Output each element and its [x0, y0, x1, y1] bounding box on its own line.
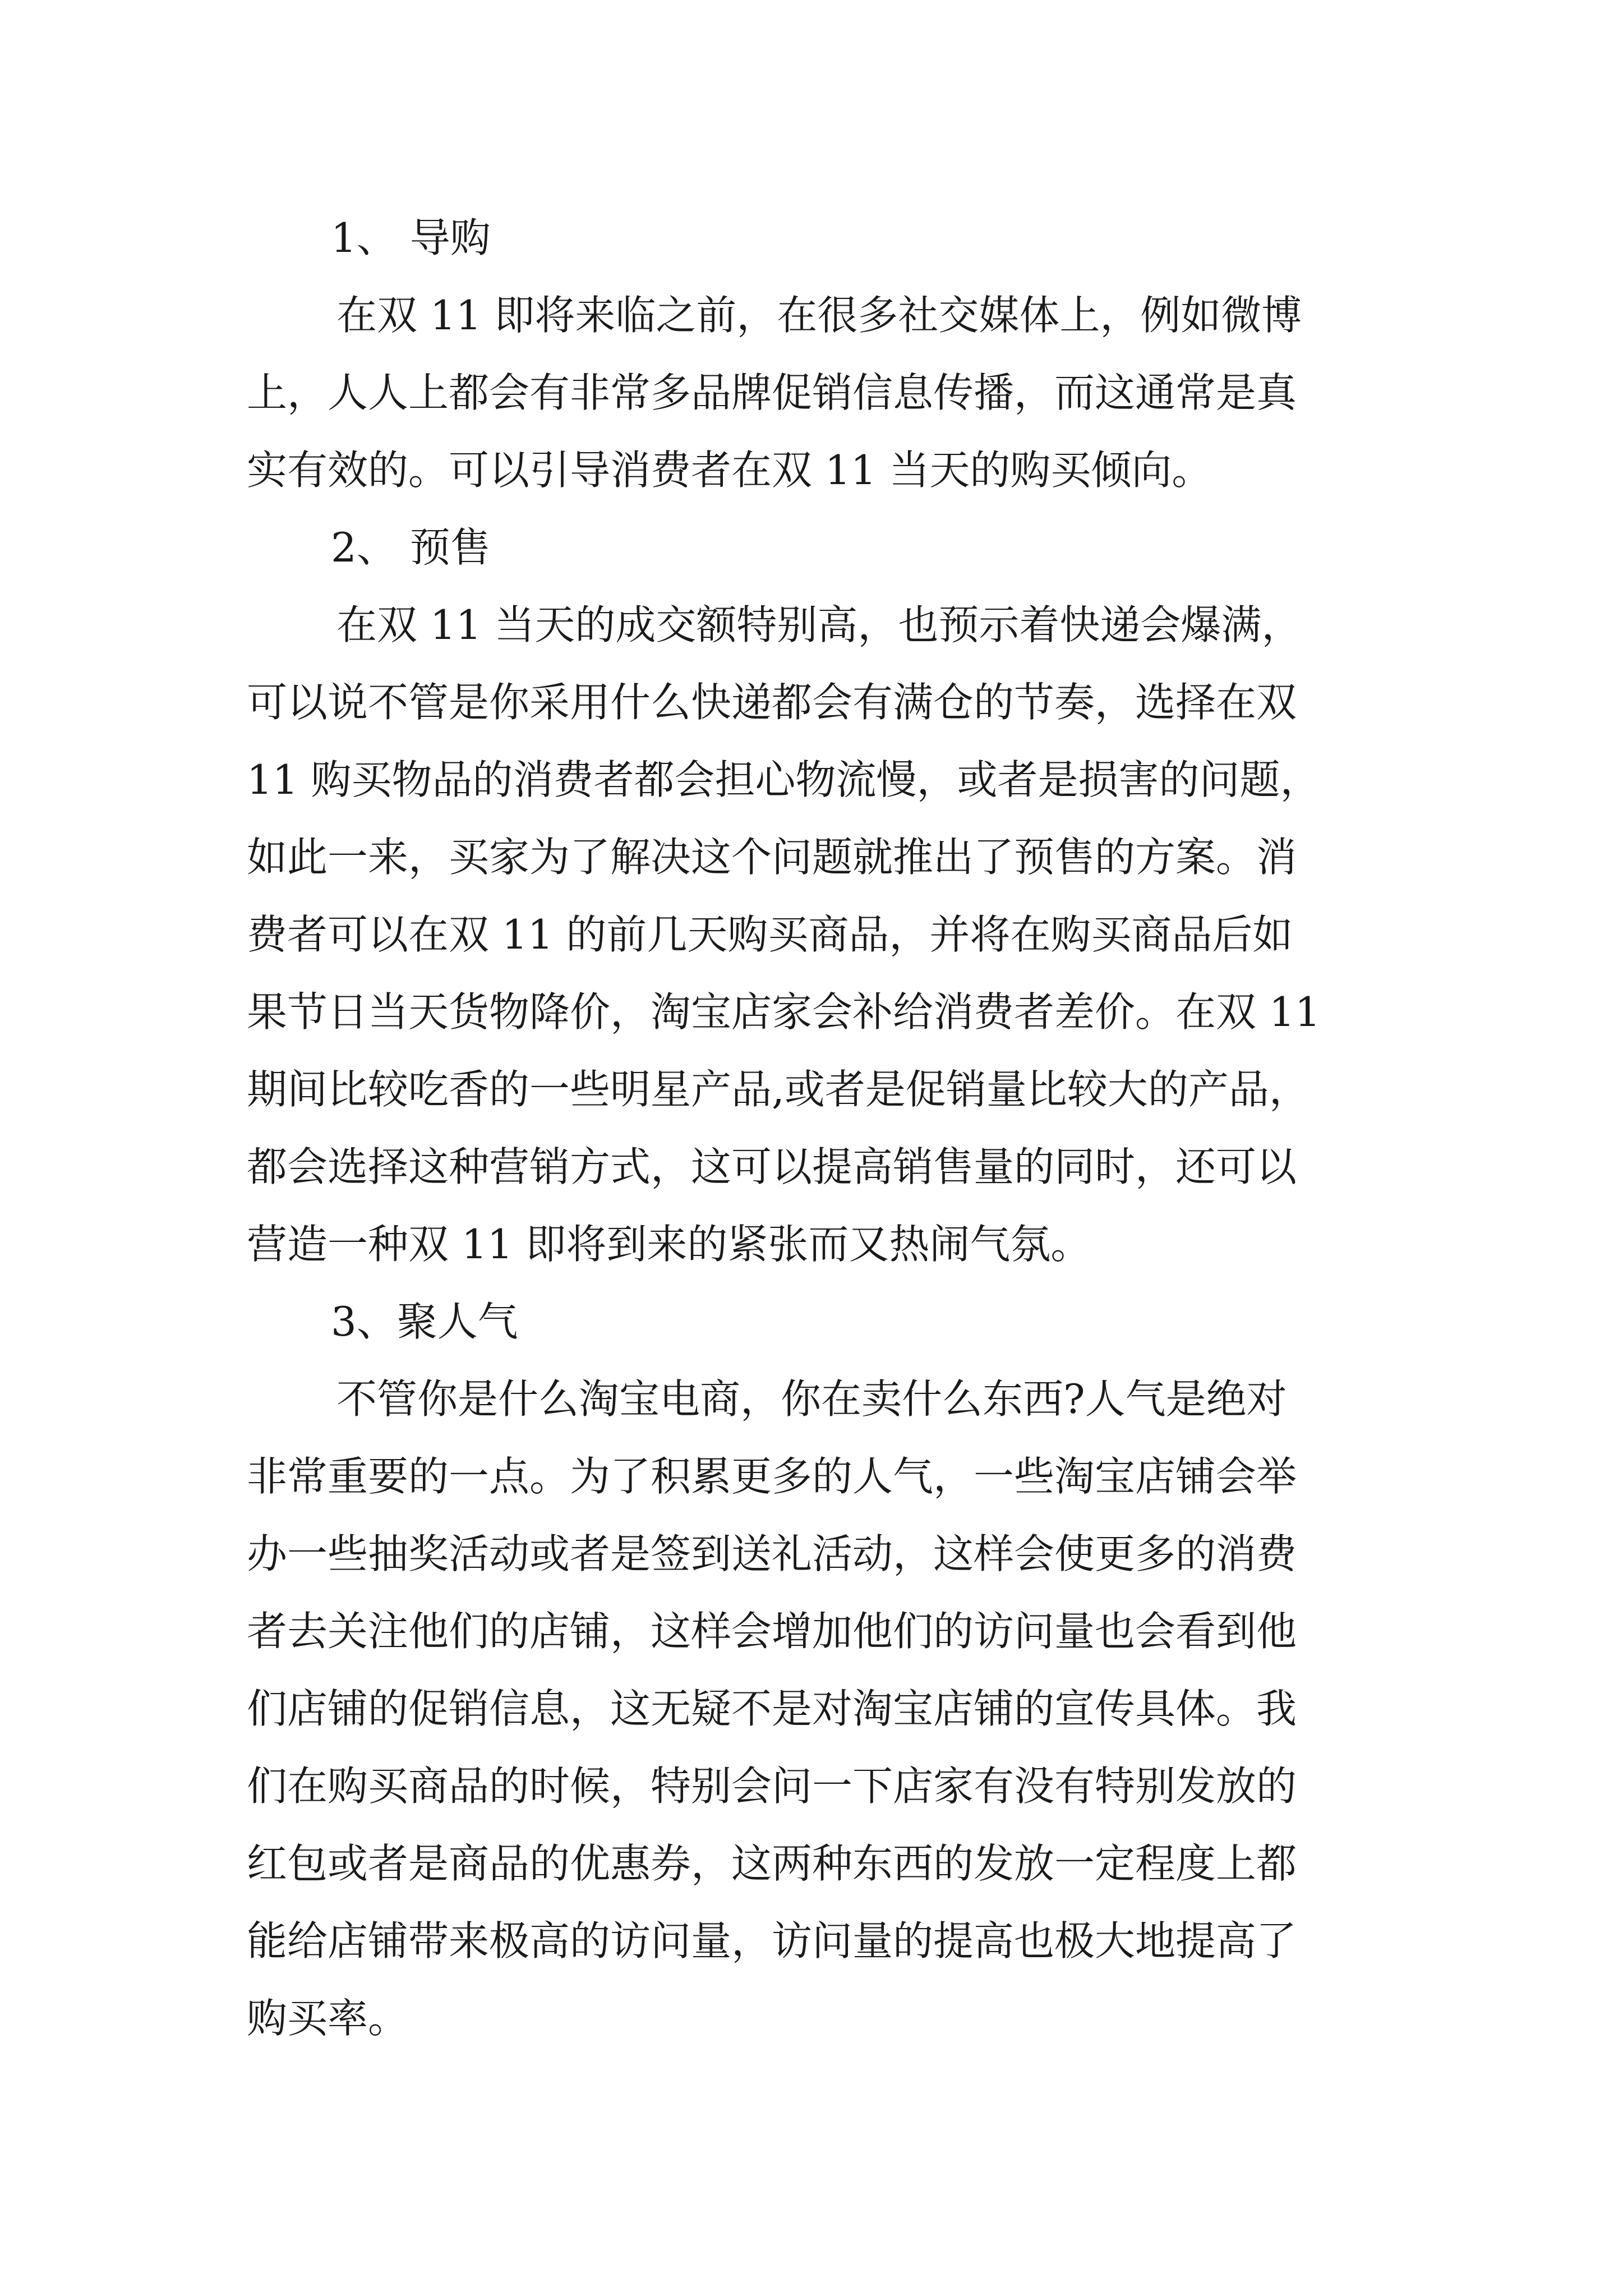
document-body — [247, 199, 1391, 2057]
paragraph-line: 可以说不管是你采用什么快递都会有满仓的节奏，选择在双 — [247, 679, 1297, 726]
paragraph-line: 在双 11 当天的成交额特别高，也预示着快递会爆满， — [336, 601, 1302, 648]
paragraph-line: 期间比较吃香的一些明星产品,或者是促销量比较大的产品， — [247, 1066, 1310, 1113]
paragraph-line: 不管你是什么淘宝电商，你在卖什么东西?人气是绝对 — [336, 1375, 1287, 1423]
paragraph-line: 们在购买商品的时候，特别会问一下店家有没有特别发放的 — [247, 1763, 1297, 1810]
paragraph-line: 11 购买物品的消费者都会担心物流慢，或者是损害的问题， — [247, 756, 1321, 803]
paragraph-line: 营造一种双 11 即将到来的紧张而又热闹气氛。 — [247, 1221, 1091, 1268]
paragraph-line: 购买率。 — [247, 1995, 409, 2042]
section-heading-shopping-guide: 1、 导购 — [331, 214, 491, 261]
paragraph-line: 办一些抽奖活动或者是签到送礼活动，这样会使更多的消费 — [247, 1530, 1297, 1577]
paragraph-line: 非常重要的一点。为了积累更多的人气，一些淘宝店铺会举 — [247, 1453, 1297, 1500]
paragraph-line: 们店铺的促销信息，这无疑不是对淘宝店铺的宣传具体。我 — [247, 1685, 1297, 1732]
paragraph-line: 在双 11 即将来临之前，在很多社交媒体上，例如微博 — [336, 292, 1302, 339]
paragraph-line: 实有效的。可以引导消费者在双 11 当天的购买倾向。 — [247, 447, 1212, 494]
paragraph-line: 都会选择这种营销方式，这可以提高销售量的同时，还可以 — [247, 1143, 1297, 1190]
paragraph-line: 红包或者是商品的优惠券，这两种东西的发放一定程度上都 — [247, 1840, 1297, 1887]
paragraph-line: 如此一来，买家为了解决这个问题就推出了预售的方案。消 — [247, 834, 1297, 881]
section-heading-gather-popularity: 3、聚人气 — [331, 1298, 518, 1345]
paragraph-line: 能给店铺带来极高的访问量，访问量的提高也极大地提高了 — [247, 1917, 1297, 1964]
paragraph-line: 费者可以在双 11 的前几天购买商品，并将在购买商品后如 — [247, 911, 1293, 958]
paragraph-line: 者去关注他们的店铺，这样会增加他们的访问量也会看到他 — [247, 1608, 1297, 1655]
section-heading-presale: 2、 预售 — [331, 524, 491, 571]
paragraph-line: 果节日当天货物降价，淘宝店家会补给消费者差价。在双 11 — [247, 988, 1321, 1036]
paragraph-line: 上，人人上都会有非常多品牌促销信息传播，而这通常是真 — [247, 369, 1297, 416]
